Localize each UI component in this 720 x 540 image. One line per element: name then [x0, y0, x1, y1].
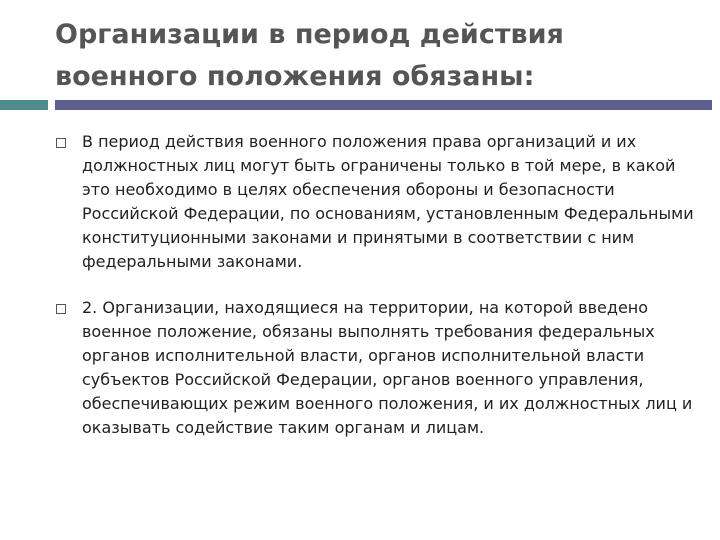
bullet-item-1 — [56, 130, 696, 274]
slide-title — [55, 14, 695, 98]
bullet-item-2 — [56, 296, 696, 440]
title-rule-accent — [0, 100, 48, 110]
slide-title-line-2: военного положения обязаны: — [55, 61, 535, 92]
bullet-list — [56, 130, 696, 462]
slide-title-line-1: Организации в период действия — [55, 19, 564, 50]
square-bullet-icon — [56, 304, 66, 314]
square-bullet-icon — [56, 138, 66, 148]
title-rule — [55, 100, 712, 110]
bullet-text-2: 2. Организации, находящиеся на территории, на которой введено военное положение, обязаны выполнять требования федеральных органов исполнительной власти, органов исполнительной власти субъектов Российской Федерации, органов военного управления, обеспечивающих режим военного положения, и их должностных лиц и оказывать содействие таким органам и лицам. — [82, 298, 693, 437]
bullet-text-1: В период действия военного положения права организаций и их должностных лиц могут быть ограничены только в той мере, в какой это необходимо в целях обеспечения обороны и безопасности Российской Федерации, по основаниям, установленным Федеральными конституционными законами и принятыми в соответствии с ним федеральными законами. — [82, 132, 694, 271]
